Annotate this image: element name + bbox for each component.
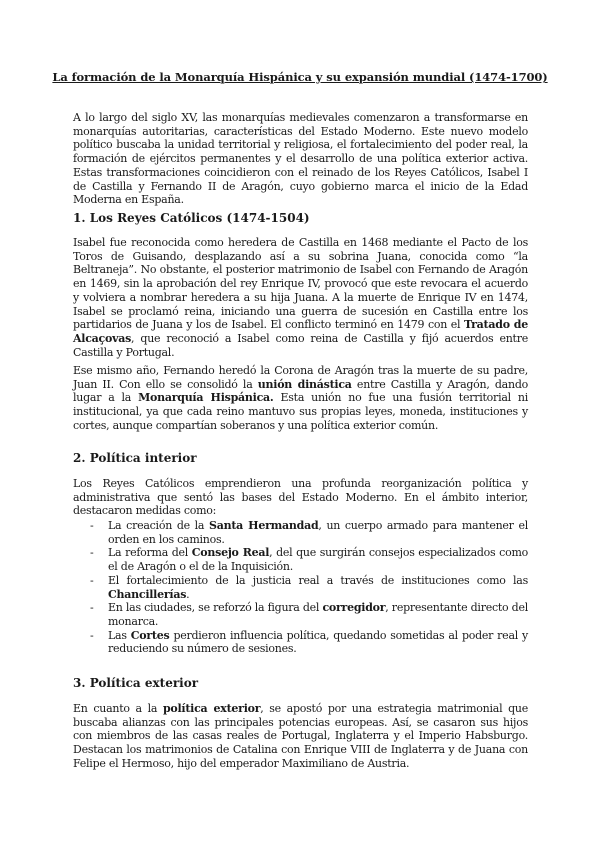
bold-term: Tratado de Alcaçovas [73, 318, 528, 345]
list-item: - La creación de la Santa Hermandad, un cuerpo armado para mantener el orden en los caminos. [90, 519, 529, 546]
bold-term: Monarquía Hispánica. [138, 391, 274, 405]
section-2-list [90, 519, 528, 656]
section-1-heading: 1. Los Reyes Católicos (1474-1504) [73, 211, 310, 225]
section-3-paragraph: En cuanto a la política exterior, se apostó por una estrategia matrimonial que buscaba alianzas con las principales potencias europeas. Así, se casaron sus hijos con miembros de las casas reales de Portugal, Inglaterra y el Imperio Habsburgo. Destacan los matrimonios de Catalina con Enrique VIII de Inglaterra y de Juana con Felipe el Hermoso, hijo del emperador Maximiliano de Austria. [73, 702, 528, 770]
document-title: La formación de la Monarquía Hispánica y su expansión mundial (1474-1700) [52, 70, 548, 84]
bold-term: política exterior [162, 702, 261, 715]
list-item: - La reforma del Consejo Real, del que surgirán consejos especializados como el de Aragón o el de la Inquisición. [90, 546, 529, 574]
list-item: - Las Cortes perdieron influencia política, quedando sometidas al poder real y reduciendo su número de sesiones. [90, 628, 528, 656]
section-1-paragraph-1: Isabel fue reconocida como heredera de Castilla en 1468 mediante el Pacto de los Toros de Guisando, desplazando así a su sobrina Juana, conocida como “la Beltraneja”. No obstante, el posterior matrimonio de Isabel con Fernando de Aragón en 1469, sin la aprobación del rey Enrique IV, provocó que este revocara el acuerdo y volviera a nombrar heredera a su hija Juana. A la muerte de Enrique IV en 1474, Isabel se proclamó reina, iniciando una guerra de sucesión en Castilla entre los partidarios de Juana y los de Isabel. El conflicto terminó en 1479 con el Tratado de Alcaçovas, que reconoció a Isabel como reina de Castilla y fijó acuerdos entre Castilla y Portugal. [73, 236, 528, 359]
section-2-heading: 2. Política interior [73, 451, 197, 465]
list-item: - En las ciudades, se reforzó la figura del corregidor, representante directo del monarca. [90, 601, 528, 628]
section-2-intro: Los Reyes Católicos emprendieron una profunda reorganización política y administrativa que sentó las bases del Estado Moderno. En el ámbito interior, destacaron medidas como: [73, 477, 528, 518]
section-1-paragraph-2: Ese mismo año, Fernando heredó la Corona de Aragón tras la muerte de su padre, Juan II. Con ello se consolidó la unión dinástica entre Castilla y Aragón, dando lugar a la Monarquía Hispánica. Esta unión no fue una fusión territorial ni institucional, ya que cada reino mantuvo sus propias leyes, moneda, instituciones y cortes, aunque compartían soberanos y una política exterior común. [73, 364, 528, 432]
list-item: - El fortalecimiento de la justicia real a través de instituciones como las Chancillerías. [90, 573, 528, 601]
section-3-heading: 3. Política exterior [73, 676, 199, 690]
bold-term: unión dinástica [257, 377, 352, 391]
intro-paragraph: A lo largo del siglo XV, las monarquías medievales comenzaron a transformarse en monarquías autoritarias, características del Estado Moderno. Este nuevo modelo político buscaba la unidad territorial y religiosa, el fortalecimiento del poder real, la formación de ejércitos permanentes y el desarrollo de una política exterior activa. Estas transformaciones coincidieron con el reinado de los Reyes Católicos, Isabel I de Castilla y Fernando II de Aragón, cuyo gobierno marca el inicio de la Edad Moderna en España. [73, 111, 528, 207]
